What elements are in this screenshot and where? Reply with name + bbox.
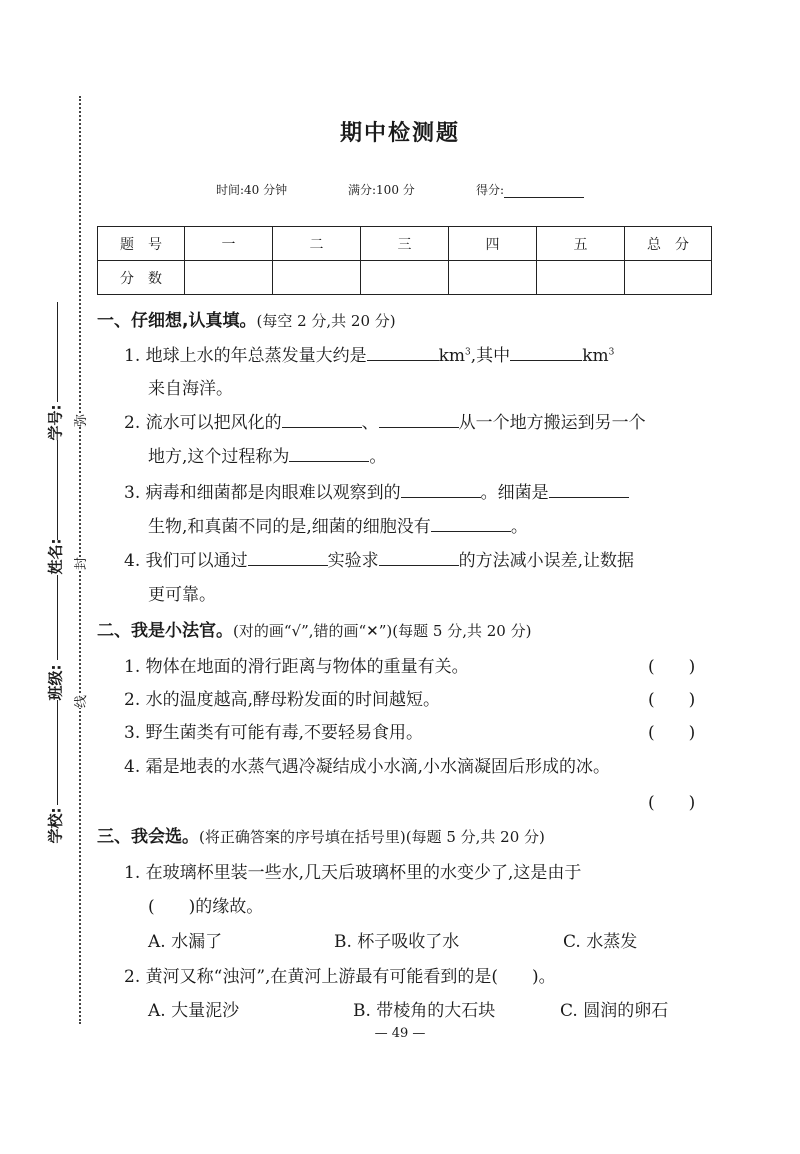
answer-blank[interactable]: [367, 342, 439, 361]
option-a[interactable]: A. 水漏了: [148, 932, 223, 952]
time-info: 时间:40 分钟: [216, 183, 288, 197]
page-title: 期中检测题: [339, 121, 460, 146]
answer-paren[interactable]: ( ): [648, 657, 696, 677]
question-text: 。: [510, 517, 528, 537]
option-b[interactable]: B. 杯子吸收了水: [334, 932, 460, 952]
question-text: 、: [361, 413, 379, 433]
section-note: (每空 2 分,共 20 分): [256, 312, 396, 330]
score-cell[interactable]: [537, 261, 625, 295]
page-number: — 49 —: [374, 1026, 426, 1041]
seal-mark: 线: [69, 695, 90, 708]
section-2-heading: [97, 616, 531, 641]
school-label: 学校:: [46, 807, 65, 844]
question-text: 生物,和真菌不同的是,细菌的细胞没有: [148, 517, 431, 537]
table-cell: 四: [449, 227, 537, 261]
score-cell[interactable]: [361, 261, 449, 295]
score-cell[interactable]: [273, 261, 361, 295]
score-cell[interactable]: [185, 261, 273, 295]
question-1-3: [124, 478, 629, 503]
class-label: 班级:: [46, 664, 65, 701]
judge-item: 3. 野生菌类有可能有毒,不要轻易食用。: [124, 723, 424, 743]
choice-question-2[interactable]: 2. 黄河又称“浊河”,在黄河上游最有可能看到的是( )。: [124, 967, 556, 987]
score-blank[interactable]: [504, 185, 584, 198]
unit-exponent: 3: [608, 347, 615, 358]
section-note: (对的画“√”,错的画“✕”)(每题 5 分,共 20 分): [233, 622, 532, 640]
option-b[interactable]: B. 带棱角的大石块: [353, 1001, 496, 1021]
judge-item: 4. 霜是地表的水蒸气遇冷凝结成小水滴,小水滴凝固后形成的冰。: [124, 757, 611, 777]
table-row: [98, 261, 712, 295]
judge-item: 2. 水的温度越高,酵母粉发面的时间越短。: [124, 690, 441, 710]
question-text: 地方,这个过程称为: [148, 447, 290, 467]
question-text: 从一个地方搬运到另一个: [458, 413, 646, 433]
table-row: [98, 227, 712, 261]
question-1-4-cont: 更可靠。: [148, 585, 216, 605]
question-text: 。: [369, 447, 387, 467]
option-c[interactable]: C. 水蒸发: [563, 932, 638, 952]
answer-blank[interactable]: [549, 479, 629, 498]
question-1-1: [124, 341, 614, 366]
question-1-4: [124, 546, 634, 571]
unit-text: km: [438, 346, 466, 366]
table-cell: 题 号: [98, 227, 185, 261]
choice-question-1: 1. 在玻璃杯里装一些水,几天后玻璃杯里的水变少了,这是由于: [124, 863, 582, 883]
school-line: [57, 700, 58, 805]
student-id-label: 学号:: [46, 404, 65, 441]
section-note: (将正确答案的序号填在括号里)(每题 5 分,共 20 分): [199, 828, 545, 846]
option-c[interactable]: C. 圆润的卵石: [560, 1001, 669, 1021]
question-text: 3. 病毒和细菌都是肉眼难以观察到的: [124, 483, 401, 503]
section-title: 二、我是小法官。: [97, 621, 233, 641]
score-field[interactable]: [476, 181, 584, 198]
answer-blank[interactable]: [510, 342, 582, 361]
section-title: 三、我会选。: [97, 827, 199, 847]
full-score-info: 满分:100 分: [348, 183, 415, 197]
table-cell: 分 数: [98, 261, 185, 295]
question-text: 2. 流水可以把风化的: [124, 413, 282, 433]
table-cell: 五: [537, 227, 625, 261]
question-1-1-cont: 来自海洋。: [148, 379, 233, 399]
answer-paren[interactable]: ( ): [648, 690, 696, 710]
answer-paren[interactable]: ( ): [648, 723, 696, 743]
question-text: 4. 我们可以通过: [124, 551, 248, 571]
class-line: [57, 575, 58, 660]
student-id-line: [57, 302, 58, 402]
name-label: 姓名:: [46, 538, 65, 575]
answer-blank[interactable]: [289, 443, 369, 462]
question-text: 的方法减小误差,让数据: [458, 551, 635, 571]
table-cell: 二: [273, 227, 361, 261]
score-cell[interactable]: [449, 261, 537, 295]
option-a[interactable]: A. 大量泥沙: [148, 1001, 240, 1021]
section-title: 一、仔细想,认真填。: [97, 311, 257, 331]
unit-exponent: 3: [465, 347, 471, 358]
question-text: 。细菌是: [480, 483, 549, 503]
table-cell: 一: [185, 227, 273, 261]
question-1-3-cont: [148, 512, 528, 537]
question-text: 实验求: [327, 551, 379, 571]
unit-text: km: [582, 346, 609, 366]
question-text: ,其中: [470, 346, 511, 366]
seal-mark: 封: [69, 557, 90, 570]
answer-blank[interactable]: [379, 409, 459, 428]
answer-blank[interactable]: [401, 479, 481, 498]
answer-blank[interactable]: [379, 547, 459, 566]
question-text: 1. 地球上水的年总蒸发量大约是: [124, 346, 367, 366]
score-table: [97, 226, 712, 295]
name-line: [57, 440, 58, 540]
seal-mark: 弥: [69, 414, 90, 427]
section-3-heading: [97, 822, 545, 847]
answer-blank[interactable]: [248, 547, 328, 566]
score-cell[interactable]: [625, 261, 712, 295]
score-label: 得分:: [476, 183, 505, 197]
table-cell: 总 分: [625, 227, 712, 261]
question-1-2-cont: [148, 442, 386, 467]
section-1-heading: [97, 306, 396, 331]
answer-blank[interactable]: [431, 513, 511, 532]
question-1-2: [124, 408, 646, 433]
answer-blank[interactable]: [282, 409, 362, 428]
judge-item: 1. 物体在地面的滑行距离与物体的重量有关。: [124, 657, 469, 677]
table-cell: 三: [361, 227, 449, 261]
choice-question-1-cont[interactable]: ( )的缘故。: [148, 897, 264, 917]
answer-paren[interactable]: ( ): [648, 793, 696, 813]
